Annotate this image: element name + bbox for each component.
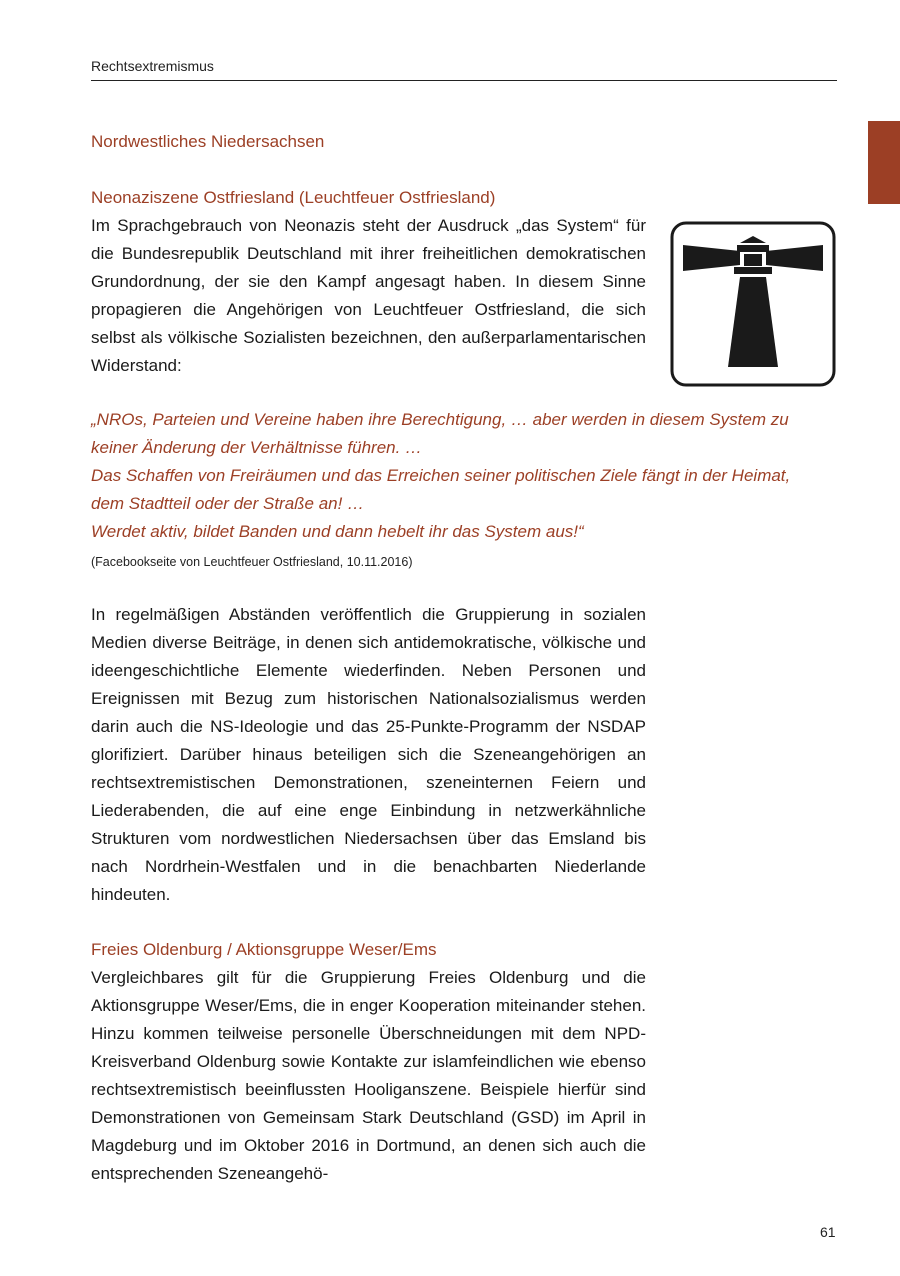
quote-line: Werdet aktiv, bildet Banden und dann hebelt ihr das System aus!“ xyxy=(91,522,584,541)
section-heading-oldenburg: Freies Oldenburg / Aktionsgruppe Weser/Ems xyxy=(91,940,437,959)
quote-line: „NROs, Parteien und Vereine haben ihre Berechtigung, … aber werden in diesem System zu xyxy=(91,410,789,429)
quote-line: dem Stadtteil oder der Straße an! … xyxy=(91,494,365,513)
chapter-tab-marker xyxy=(868,121,900,204)
quote-citation: (Facebookseite von Leuchtfeuer Ostfriesland, 10.11.2016) xyxy=(91,555,413,569)
paragraph-ostfriesland xyxy=(91,212,646,380)
paragraph-groups xyxy=(91,601,646,909)
section-heading-region: Nordwestliches Niedersachsen xyxy=(91,132,325,151)
section-heading-ostfriesland: Neonaziszene Ostfriesland (Leuchtfeuer Ostfriesland) xyxy=(91,188,496,207)
paragraph-text: In regelmäßigen Abständen veröffentlich die Gruppierung in sozialen Medien diverse Beiträge, in denen sich antidemokratische, völkische und ideengeschichtliche Elemente wiederfinden. Neben Personen und Ereignissen mit Bezug zum historischen Nationalsozialismus werden darin auch die NS-Ideologie und das 25-Punkte-Programm der NSDAP glorifiziert. Darüber hinaus beteiligen sich die Szeneangehörigen an rechtsextremistischen Demonstrationen, szeneinternen Feiern und Liederabenden, die auf eine enge Einbindung in netzwerkähnliche Strukturen vom nordwestlichen Niedersachsen über das Emsland bis nach Nordrhein-Westfalen und in die benachbarten Niederlande hindeuten. xyxy=(91,605,646,904)
page-number: 61 xyxy=(820,1224,836,1240)
paragraph-oldenburg xyxy=(91,964,646,1188)
paragraph-text: Vergleichbares gilt für die Gruppierung Freies Oldenburg und die Aktionsgruppe Weser/Ems, die in enger Kooperation miteinander stehen. Hinzu kommen teilweise personelle Überschneidungen mit dem NPD-Kreisverband Oldenburg sowie Kontakte zur islamfeindlichen wie ebenso rechtsextremistisch beeinflussten Hooliganszene. Beispiele hierfür sind Demonstrationen von Gemeinsam Stark Deutschland (GSD) im April in Magdeburg und im Oktober 2016 in Dortmund, an denen sich auch die entsprechenden Szeneangehö- xyxy=(91,968,646,1183)
header-divider xyxy=(91,80,837,81)
quote-line: Das Schaffen von Freiräumen und das Erreichen seiner politischen Ziele fängt in der Heimat, xyxy=(91,466,791,485)
running-header: Rechtsextremismus xyxy=(91,58,214,74)
quote-line: keiner Änderung der Verhältnisse führen. … xyxy=(91,438,423,457)
quote-block xyxy=(91,406,841,546)
paragraph-text: Im Sprachgebrauch von Neonazis steht der Ausdruck „das System“ für die Bundesrepublik Deutschland mit ihrer freiheitlichen demokratischen Grundordnung, der sie den Kampf angesagt haben. In diesem Sinne propagieren die Angehörigen von Leuchtfeuer Ostfriesland, die sich selbst als völkische Sozialisten bezeichnen, den außerparlamentarischen Widerstand: xyxy=(91,216,646,375)
lighthouse-icon xyxy=(670,221,836,387)
